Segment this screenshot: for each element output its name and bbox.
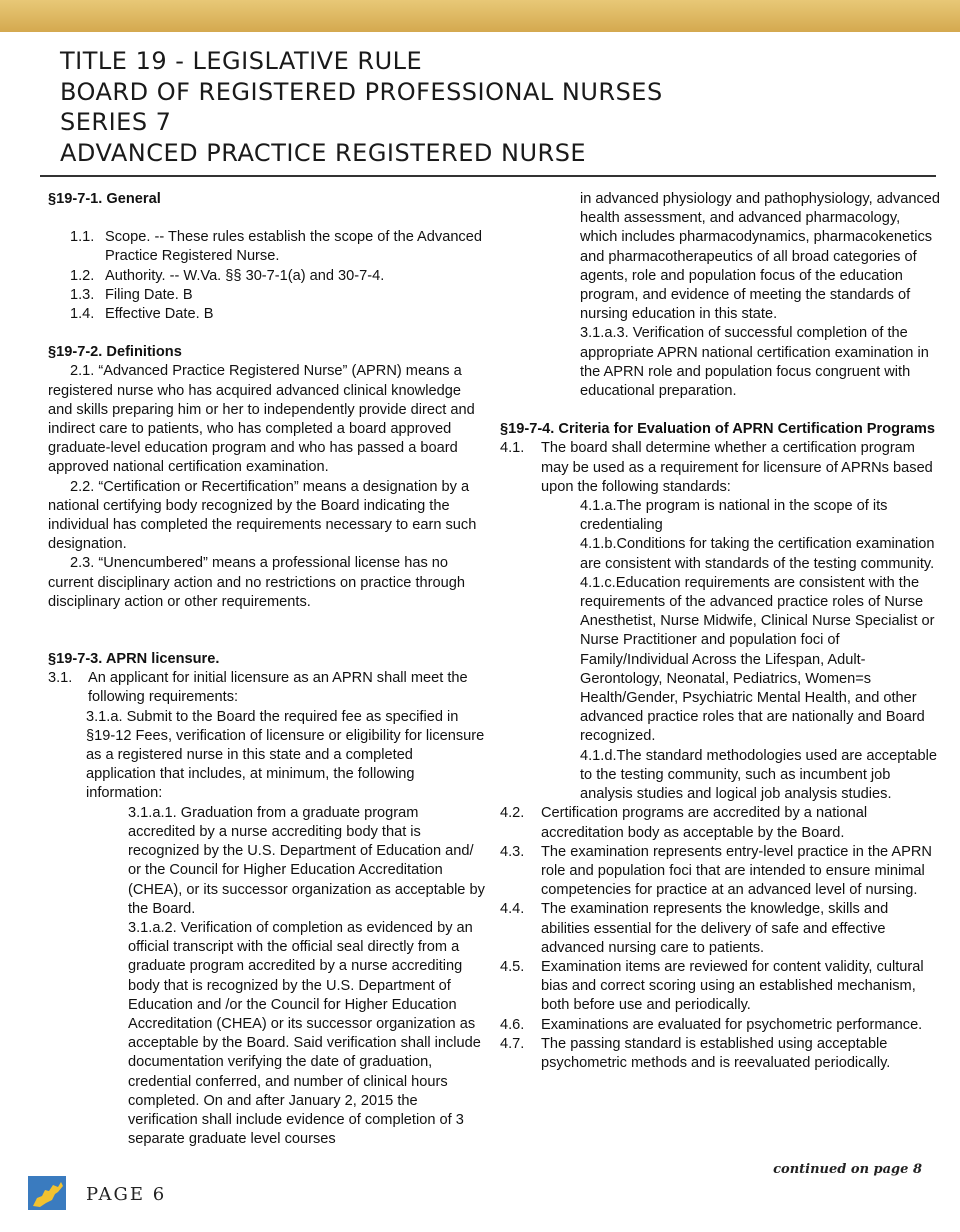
left-column bbox=[48, 190, 486, 1149]
title-divider bbox=[40, 175, 936, 177]
list-item bbox=[500, 1035, 940, 1073]
item-text: Filing Date. B bbox=[105, 286, 193, 303]
list-item bbox=[48, 305, 486, 324]
page-number: PAGE 6 bbox=[86, 1184, 167, 1205]
west-virginia-state-icon bbox=[28, 1176, 66, 1210]
section-2-heading: §19-7-2. Definitions bbox=[48, 344, 182, 361]
item-text: An applicant for initial licensure as an APRN shall meet the following requirements: bbox=[88, 670, 468, 706]
item-text: Certification programs are accredited by a national accreditation body as acceptable by the Board. bbox=[541, 805, 868, 841]
definition-2-1: 2.1. “Advanced Practice Registered Nurse” (APRN) means a registered nurse who has acquired advanced clinical knowledge and skills preparing him or her to independently provide direct and indirect care to patients, who has completed a board approved graduate-level education program and who has passed a board approved national certification examination. bbox=[48, 363, 475, 476]
item-text: Scope. -- These rules establish the scope of the Advanced Practice Registered Nurse. bbox=[105, 229, 482, 265]
list-item bbox=[500, 1016, 940, 1035]
list-item bbox=[500, 804, 940, 842]
list-item bbox=[500, 900, 940, 958]
continued-note: continued on page 8 bbox=[773, 1162, 922, 1177]
requirement-3-1-a-2: 3.1.a.2. Verification of completion as evidenced by an official transcript with the official seal directly from a graduate program accredited by a nurse accrediting body that is recognized by the U.S. Department of Education and /or the Council for Higher Education Accreditation (CHEA) or its successor organization as acceptable by the Board. Said verification shall include documentation verifying the date of graduation, credential conferred, and number of clinical hours completed. On and after January 2, 2015 the verification shall include evidence of completion of 3 separate graduate level courses bbox=[128, 919, 481, 1148]
list-item bbox=[48, 286, 486, 305]
requirement-3-1-a-2-continued: in advanced physiology and pathophysiology, advanced health assessment, and advanced pharmacology, which includes pharmacodynamics, pharmacokenetics and pharmacotherapeutics of all broad categories of agents, role and population focus of the education program, and evidence of meeting the standards of nursing education in this state. bbox=[580, 191, 940, 323]
requirement-3-1-a-1: 3.1.a.1. Graduation from a graduate program accredited by a nurse accrediting body that is recognized by the U.S. Department of Education and/ or the Council for Higher Education Accreditation (CHEA), or its successor organization as acceptable by the Board. bbox=[128, 804, 485, 917]
item-text: Effective Date. B bbox=[105, 306, 214, 323]
title-line-2: BOARD OF REGISTERED PROFESSIONAL NURSES bbox=[60, 77, 663, 106]
definition-2-3: 2.3. “Unencumbered” means a professional license has no current disciplinary action and no restrictions on practice through disciplinary action or other requirements. bbox=[48, 555, 465, 610]
section-4-heading bbox=[500, 420, 940, 439]
list-item bbox=[48, 228, 486, 266]
top-color-bar bbox=[0, 0, 960, 32]
item-number: 1.1. bbox=[70, 229, 95, 246]
item-text: Authority. -- W.Va. §§ 30-7-1(a) and 30-7-4. bbox=[105, 267, 385, 284]
title-line-3: SERIES 7 bbox=[60, 108, 172, 136]
document-title bbox=[60, 46, 940, 168]
item-text: The examination represents entry-level practice in the APRN role and population foci that are intended to ensure minimal competencies for practice at an advanced level of nursing. bbox=[541, 843, 932, 899]
item-number: 4.2. bbox=[500, 805, 525, 822]
item-number: 1.3. bbox=[70, 286, 95, 303]
list-item bbox=[500, 439, 940, 497]
item-text: The examination represents the knowledge, skills and abilities essential for the delivery of safe and effective advanced nursing care to patients. bbox=[541, 901, 889, 956]
requirement-3-1-a-3: 3.1.a.3. Verification of successful completion of the appropriate APRN national certification examination in the APRN role and population focus congruent with educational preparation. bbox=[580, 325, 929, 400]
list-item bbox=[500, 958, 940, 1016]
standard-4-1-b: 4.1.b.Conditions for taking the certification examination are consistent with standards of the testing community. bbox=[580, 536, 935, 572]
item-text: Examination items are reviewed for content validity, cultural bias and correct scoring using an established mechanism, both before use and periodically. bbox=[541, 958, 924, 1014]
item-number: 4.4. bbox=[500, 901, 525, 918]
item-number: 1.4. bbox=[70, 306, 95, 323]
title-line-4: ADVANCED PRACTICE REGISTERED NURSE bbox=[60, 138, 587, 167]
standard-4-1-c: 4.1.c.Education requirements are consistent with the requirements of the advanced practice roles of Nurse Anesthetist, Nurse Midwife, Clinical Nurse Specialist or Nurse Practitioner and population foci of Family/Individual Across the Lifespan, Adult-Gerontology, Neonatal, Pediatrics, Women=s Health/Gender, Psychiatric Mental Health, and other advanced practice roles that are nationally and Board recognized. bbox=[580, 574, 935, 745]
standard-4-1-a: 4.1.a.The program is national in the scope of its credentialing bbox=[580, 498, 888, 534]
list-item bbox=[500, 843, 940, 901]
title-line-1: TITLE 19 - LEGISLATIVE RULE bbox=[60, 47, 423, 75]
list-item bbox=[48, 267, 486, 286]
item-text: Examinations are evaluated for psychometric performance. bbox=[541, 1016, 923, 1033]
section-1-heading: §19-7-1. General bbox=[48, 191, 161, 207]
item-number: 4.3. bbox=[500, 843, 525, 860]
section-4-heading-text: §19-7-4. Criteria for Evaluation of APRN Certification Programs bbox=[500, 421, 935, 438]
item-number: 4.1. bbox=[500, 440, 525, 457]
item-number: 4.7. bbox=[500, 1035, 525, 1052]
item-number: 3.1. bbox=[48, 670, 73, 687]
right-column bbox=[500, 190, 940, 1073]
item-text: The board shall determine whether a certification program may be used as a requirement for licensure of APRNs based upon the following standards: bbox=[541, 440, 933, 495]
item-number: 4.6. bbox=[500, 1016, 525, 1033]
list-item bbox=[48, 669, 486, 707]
item-number: 1.2. bbox=[70, 267, 95, 284]
item-text: The passing standard is established using acceptable psychometric methods and is reevaluated periodically. bbox=[541, 1035, 891, 1071]
section-3-heading: §19-7-3. APRN licensure. bbox=[48, 651, 220, 668]
item-number: 4.5. bbox=[500, 958, 525, 975]
standard-4-1-d: 4.1.d.The standard methodologies used are acceptable to the testing community, such as incumbent job analysis studies and logical job analysis studies. bbox=[580, 747, 937, 803]
requirement-3-1-a: 3.1.a. Submit to the Board the required fee as specified in §19-12 Fees, verification of licensure or eligibility for licensure as a registered nurse in this state and a completed application that includes, at minimum, the following information: bbox=[86, 708, 485, 802]
definition-2-2: 2.2. “Certification or Recertification” means a designation by a national certifying body recognized by the Board indicating the individual has completed the requirements necessary to earn such designation. bbox=[48, 478, 477, 553]
